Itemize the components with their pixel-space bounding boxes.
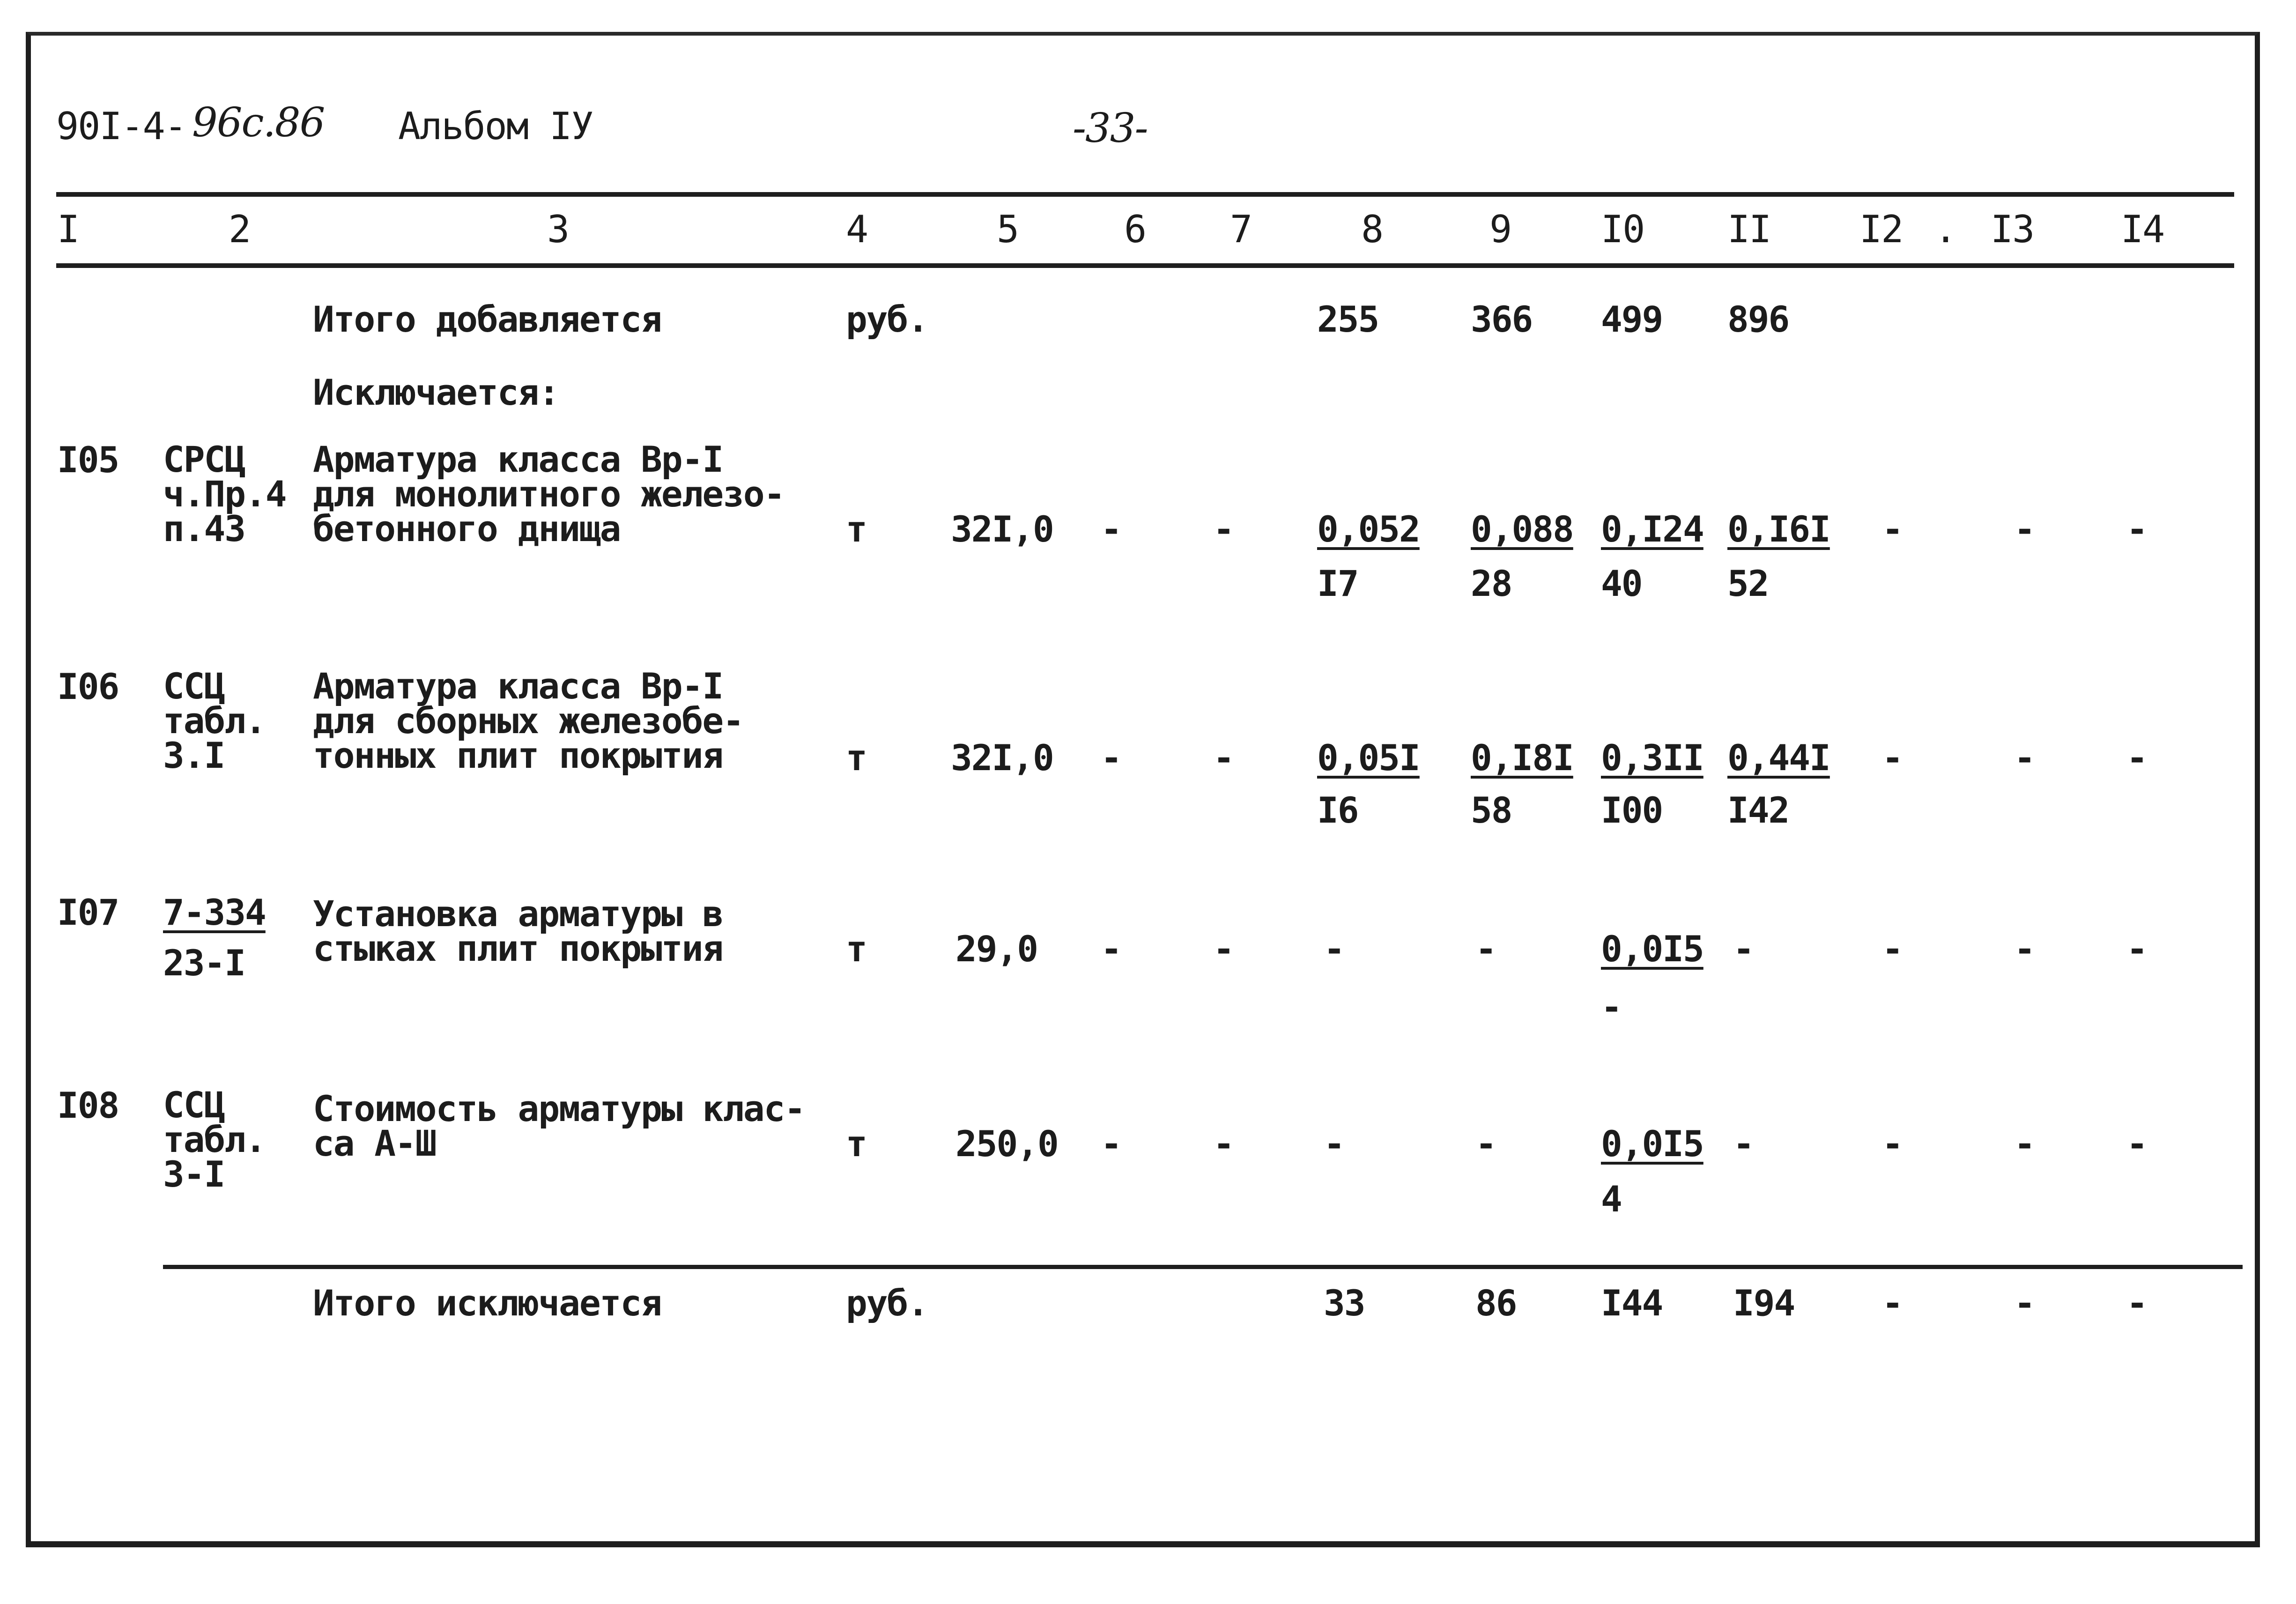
description-line: для монолитного железо- [313, 473, 785, 515]
col11-value: 0,44I [1727, 737, 1830, 779]
col12-value: - [1882, 508, 1903, 550]
summary-added-unit: руб. [846, 298, 928, 340]
col9-value: 0,088 [1471, 508, 1573, 550]
column-header-12: I2 [1859, 208, 1903, 251]
column-header-14: I4 [2121, 208, 2164, 251]
col12-value: - [1882, 928, 1903, 970]
col6-value: - [1101, 1123, 1121, 1165]
summary-added-col8: 255 [1317, 298, 1379, 340]
col9-value: - [1475, 1123, 1496, 1165]
col7-value: - [1213, 1123, 1234, 1165]
col9-value: 0,I8I [1471, 737, 1573, 779]
col11-subvalue: I42 [1727, 789, 1789, 831]
summary-excluded-col9: 86 [1475, 1282, 1517, 1324]
col7-value: - [1213, 928, 1234, 970]
unit: т [846, 928, 867, 970]
summary-added-col9: 366 [1471, 298, 1533, 340]
column-header-4: 4 [846, 208, 868, 251]
unit-price: 32I,0 [951, 508, 1053, 550]
col10-value: 0,I24 [1601, 508, 1703, 550]
document-code: 90I-4- [56, 104, 186, 148]
col12-value: - [1882, 1123, 1903, 1165]
col10-value: 0,0I5 [1601, 1123, 1703, 1165]
col6-value: - [1101, 928, 1121, 970]
summary-added-col10: 499 [1601, 298, 1663, 340]
col10-subvalue: 4 [1601, 1178, 1622, 1220]
col14-value: - [2126, 928, 2147, 970]
column-header-6: 6 [1124, 208, 1146, 251]
col8-value: 0,05I [1317, 737, 1420, 779]
column-header-2: 2 [229, 208, 251, 251]
col10-subvalue: - [1601, 986, 1622, 1028]
summary-excluded-col10: I44 [1601, 1282, 1663, 1324]
col8-subvalue: I6 [1317, 789, 1358, 831]
column-header-1: I [57, 208, 79, 251]
description-line: для сборных железобе- [313, 700, 743, 742]
column-header-3: 3 [547, 208, 569, 251]
row-number: I06 [57, 666, 119, 707]
summary-added-col11: 896 [1727, 298, 1789, 340]
col7-value: - [1213, 508, 1234, 550]
col10-value: 0,3II [1601, 737, 1703, 779]
col14-value: - [2126, 508, 2147, 550]
summary-excluded-col12: - [1882, 1282, 1903, 1324]
col10-subvalue: I00 [1601, 789, 1663, 831]
col10-value: 0,0I5 [1601, 928, 1703, 970]
reference-line: табл. [163, 1119, 266, 1160]
unit: т [846, 1123, 867, 1165]
col8-value: - [1324, 928, 1344, 970]
summary-excluded-col13: - [2014, 1282, 2035, 1324]
row-number: I07 [57, 891, 119, 933]
description-line: бетонного днища [313, 508, 621, 550]
column-header-5: 5 [997, 208, 1019, 251]
unit-price: 250,0 [955, 1123, 1058, 1165]
document-code-handwritten: 96с.86 [192, 99, 325, 146]
header-top-rule [56, 192, 2234, 197]
column-header-11: II [1727, 208, 1771, 251]
col13-value: - [2014, 508, 2035, 550]
col9-value: - [1475, 928, 1496, 970]
col7-value: - [1213, 737, 1234, 779]
description-line: Арматура класса Вр-I [313, 665, 723, 707]
header-bottom-rule [56, 263, 2234, 268]
col11-subvalue: 52 [1727, 563, 1769, 604]
column-header-7: 7 [1230, 208, 1252, 251]
col13-value: - [2014, 1123, 2035, 1165]
summary-excluded-col11: I94 [1733, 1282, 1795, 1324]
col13-value: - [2014, 737, 2035, 779]
column-header-9: 9 [1489, 208, 1511, 251]
col9-subvalue: 28 [1471, 563, 1512, 604]
reference-line: СРСЦ [163, 438, 245, 480]
summary-rule [163, 1265, 2243, 1269]
col14-value: - [2126, 737, 2147, 779]
page-number: -33- [1073, 105, 1148, 152]
summary-excluded-col8: 33 [1324, 1282, 1365, 1324]
column-header-separator: . [1934, 208, 1956, 251]
description-line: са А-Ш [313, 1122, 436, 1164]
col12-value: - [1882, 737, 1903, 779]
col11-value: - [1733, 928, 1754, 970]
description-line: стыках плит покрытия [313, 928, 723, 969]
col6-value: - [1101, 508, 1121, 550]
description-line: Установка арматуры в [313, 893, 723, 935]
summary-excluded-col14: - [2126, 1282, 2147, 1324]
column-header-13: I3 [1991, 208, 2034, 251]
excluded-heading: Исключается: [313, 371, 559, 413]
unit-price: 32I,0 [951, 737, 1053, 779]
col8-value: 0,052 [1317, 508, 1420, 550]
summary-excluded-label: Итого исключается [313, 1282, 661, 1324]
col14-value: - [2126, 1123, 2147, 1165]
summary-excluded-unit: руб. [846, 1282, 928, 1324]
row-number: I08 [57, 1084, 119, 1126]
col6-value: - [1101, 737, 1121, 779]
description-line: Стоимость арматуры клас- [313, 1088, 805, 1129]
summary-added-label: Итого добавляется [313, 298, 661, 340]
col9-subvalue: 58 [1471, 789, 1512, 831]
description-line: тонных плит покрытия [313, 735, 723, 776]
reference-line: ССЦ [163, 665, 225, 707]
album-label: Альбом IУ [398, 104, 593, 148]
reference-line: ч.Пр.4 [163, 473, 286, 515]
column-header-10: I0 [1601, 208, 1644, 251]
unit: т [846, 737, 867, 779]
reference-line: ССЦ [163, 1084, 225, 1126]
row-number: I05 [57, 439, 119, 481]
col8-subvalue: I7 [1317, 563, 1358, 604]
column-header-8: 8 [1361, 208, 1383, 251]
description-line: Арматура класса Вр-I [313, 438, 723, 480]
reference-line: 3.I [163, 735, 225, 776]
reference-line: 23-I [163, 942, 245, 984]
reference-line: 7-334 [163, 891, 266, 933]
col13-value: - [2014, 928, 2035, 970]
col8-value: - [1324, 1123, 1344, 1165]
reference-line: 3-I [163, 1153, 225, 1195]
unit: т [846, 508, 867, 550]
col11-value: - [1733, 1123, 1754, 1165]
unit-price: 29,0 [955, 928, 1038, 970]
col11-value: 0,I6I [1727, 508, 1830, 550]
col10-subvalue: 40 [1601, 563, 1642, 604]
reference-line: п.43 [163, 508, 245, 550]
reference-line: табл. [163, 700, 266, 742]
